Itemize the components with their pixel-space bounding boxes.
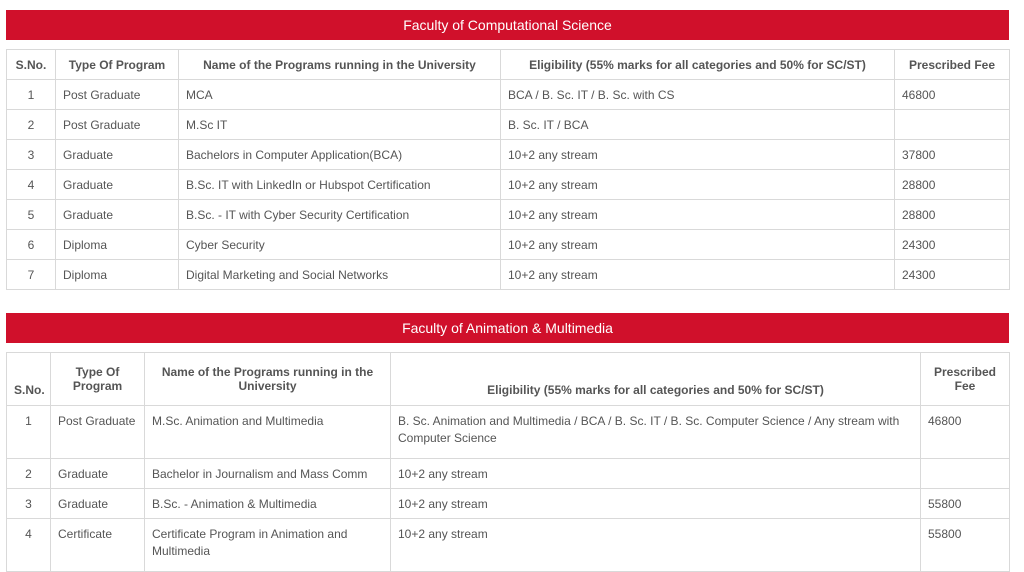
table-header-row <box>7 50 1010 80</box>
cell-fee: 24300 <box>895 230 1010 260</box>
header-fee: Prescribed Fee <box>895 50 1010 80</box>
cell-fee: 46800 <box>895 80 1010 110</box>
cell-sno: 2 <box>7 110 56 140</box>
cell-sno: 2 <box>7 459 51 489</box>
section-animation-multimedia <box>6 313 1009 572</box>
cell-eligibility: 10+2 any stream <box>501 260 895 290</box>
cell-program-name: Digital Marketing and Social Networks <box>179 260 501 290</box>
section-title: Faculty of Animation & Multimedia <box>6 313 1009 343</box>
cell-sno: 7 <box>7 260 56 290</box>
cell-program-name: B.Sc. - IT with Cyber Security Certification <box>179 200 501 230</box>
cell-fee <box>895 110 1010 140</box>
cell-eligibility: B. Sc. Animation and Multimedia / BCA / B. Sc. IT / B. Sc. Computer Science / Any stream with Computer Science <box>391 406 921 459</box>
cell-eligibility: B. Sc. IT / BCA <box>501 110 895 140</box>
cell-type: Graduate <box>51 459 145 489</box>
cell-sno: 5 <box>7 200 56 230</box>
cell-type: Post Graduate <box>56 80 179 110</box>
header-eligibility: Eligibility (55% marks for all categories and 50% for SC/ST) <box>391 353 921 406</box>
cell-fee <box>921 459 1010 489</box>
cell-eligibility: 10+2 any stream <box>391 489 921 519</box>
cell-sno: 3 <box>7 489 51 519</box>
cell-eligibility: BCA / B. Sc. IT / B. Sc. with CS <box>501 80 895 110</box>
cell-type: Graduate <box>56 170 179 200</box>
cell-type: Diploma <box>56 260 179 290</box>
cell-type: Diploma <box>56 230 179 260</box>
header-type: Type Of Program <box>51 353 145 406</box>
header-sno: S.No. <box>7 50 56 80</box>
header-sno: S.No. <box>7 353 51 406</box>
cell-type: Graduate <box>56 140 179 170</box>
programs-table <box>6 352 1010 572</box>
cell-type: Graduate <box>56 200 179 230</box>
cell-program-name: Certificate Program in Animation and Multimedia <box>145 519 391 572</box>
cell-sno: 4 <box>7 170 56 200</box>
header-program-name: Name of the Programs running in the University <box>179 50 501 80</box>
cell-sno: 3 <box>7 140 56 170</box>
cell-program-name: MCA <box>179 80 501 110</box>
cell-eligibility: 10+2 any stream <box>501 200 895 230</box>
cell-program-name: M.Sc. Animation and Multimedia <box>145 406 391 459</box>
cell-sno: 1 <box>7 406 51 459</box>
section-title: Faculty of Computational Science <box>6 10 1009 40</box>
table-row <box>7 459 1010 489</box>
table-row <box>7 230 1010 260</box>
table-row <box>7 170 1010 200</box>
cell-fee: 55800 <box>921 519 1010 572</box>
cell-fee: 37800 <box>895 140 1010 170</box>
cell-eligibility: 10+2 any stream <box>391 519 921 572</box>
cell-fee: 46800 <box>921 406 1010 459</box>
cell-program-name: B.Sc. - Animation & Multimedia <box>145 489 391 519</box>
table-row <box>7 140 1010 170</box>
table-row <box>7 406 1010 459</box>
cell-fee: 28800 <box>895 200 1010 230</box>
header-type: Type Of Program <box>56 50 179 80</box>
cell-eligibility: 10+2 any stream <box>501 140 895 170</box>
table-header-row <box>7 353 1010 406</box>
table-row <box>7 80 1010 110</box>
cell-eligibility: 10+2 any stream <box>391 459 921 489</box>
programs-table <box>6 49 1010 290</box>
table-row <box>7 110 1010 140</box>
cell-sno: 1 <box>7 80 56 110</box>
cell-type: Post Graduate <box>51 406 145 459</box>
cell-fee: 28800 <box>895 170 1010 200</box>
cell-type: Certificate <box>51 519 145 572</box>
cell-eligibility: 10+2 any stream <box>501 230 895 260</box>
header-eligibility: Eligibility (55% marks for all categories and 50% for SC/ST) <box>501 50 895 80</box>
table-row <box>7 200 1010 230</box>
header-program-name: Name of the Programs running in the University <box>145 353 391 406</box>
table-row <box>7 519 1010 572</box>
cell-program-name: M.Sc IT <box>179 110 501 140</box>
cell-fee: 55800 <box>921 489 1010 519</box>
cell-sno: 6 <box>7 230 56 260</box>
table-row <box>7 260 1010 290</box>
cell-program-name: Cyber Security <box>179 230 501 260</box>
section-computational-science <box>6 10 1009 290</box>
cell-sno: 4 <box>7 519 51 572</box>
cell-type: Post Graduate <box>56 110 179 140</box>
header-fee: Prescribed Fee <box>921 353 1010 406</box>
cell-program-name: Bachelor in Journalism and Mass Comm <box>145 459 391 489</box>
cell-eligibility: 10+2 any stream <box>501 170 895 200</box>
cell-program-name: B.Sc. IT with LinkedIn or Hubspot Certification <box>179 170 501 200</box>
table-row <box>7 489 1010 519</box>
cell-program-name: Bachelors in Computer Application(BCA) <box>179 140 501 170</box>
cell-type: Graduate <box>51 489 145 519</box>
cell-fee: 24300 <box>895 260 1010 290</box>
